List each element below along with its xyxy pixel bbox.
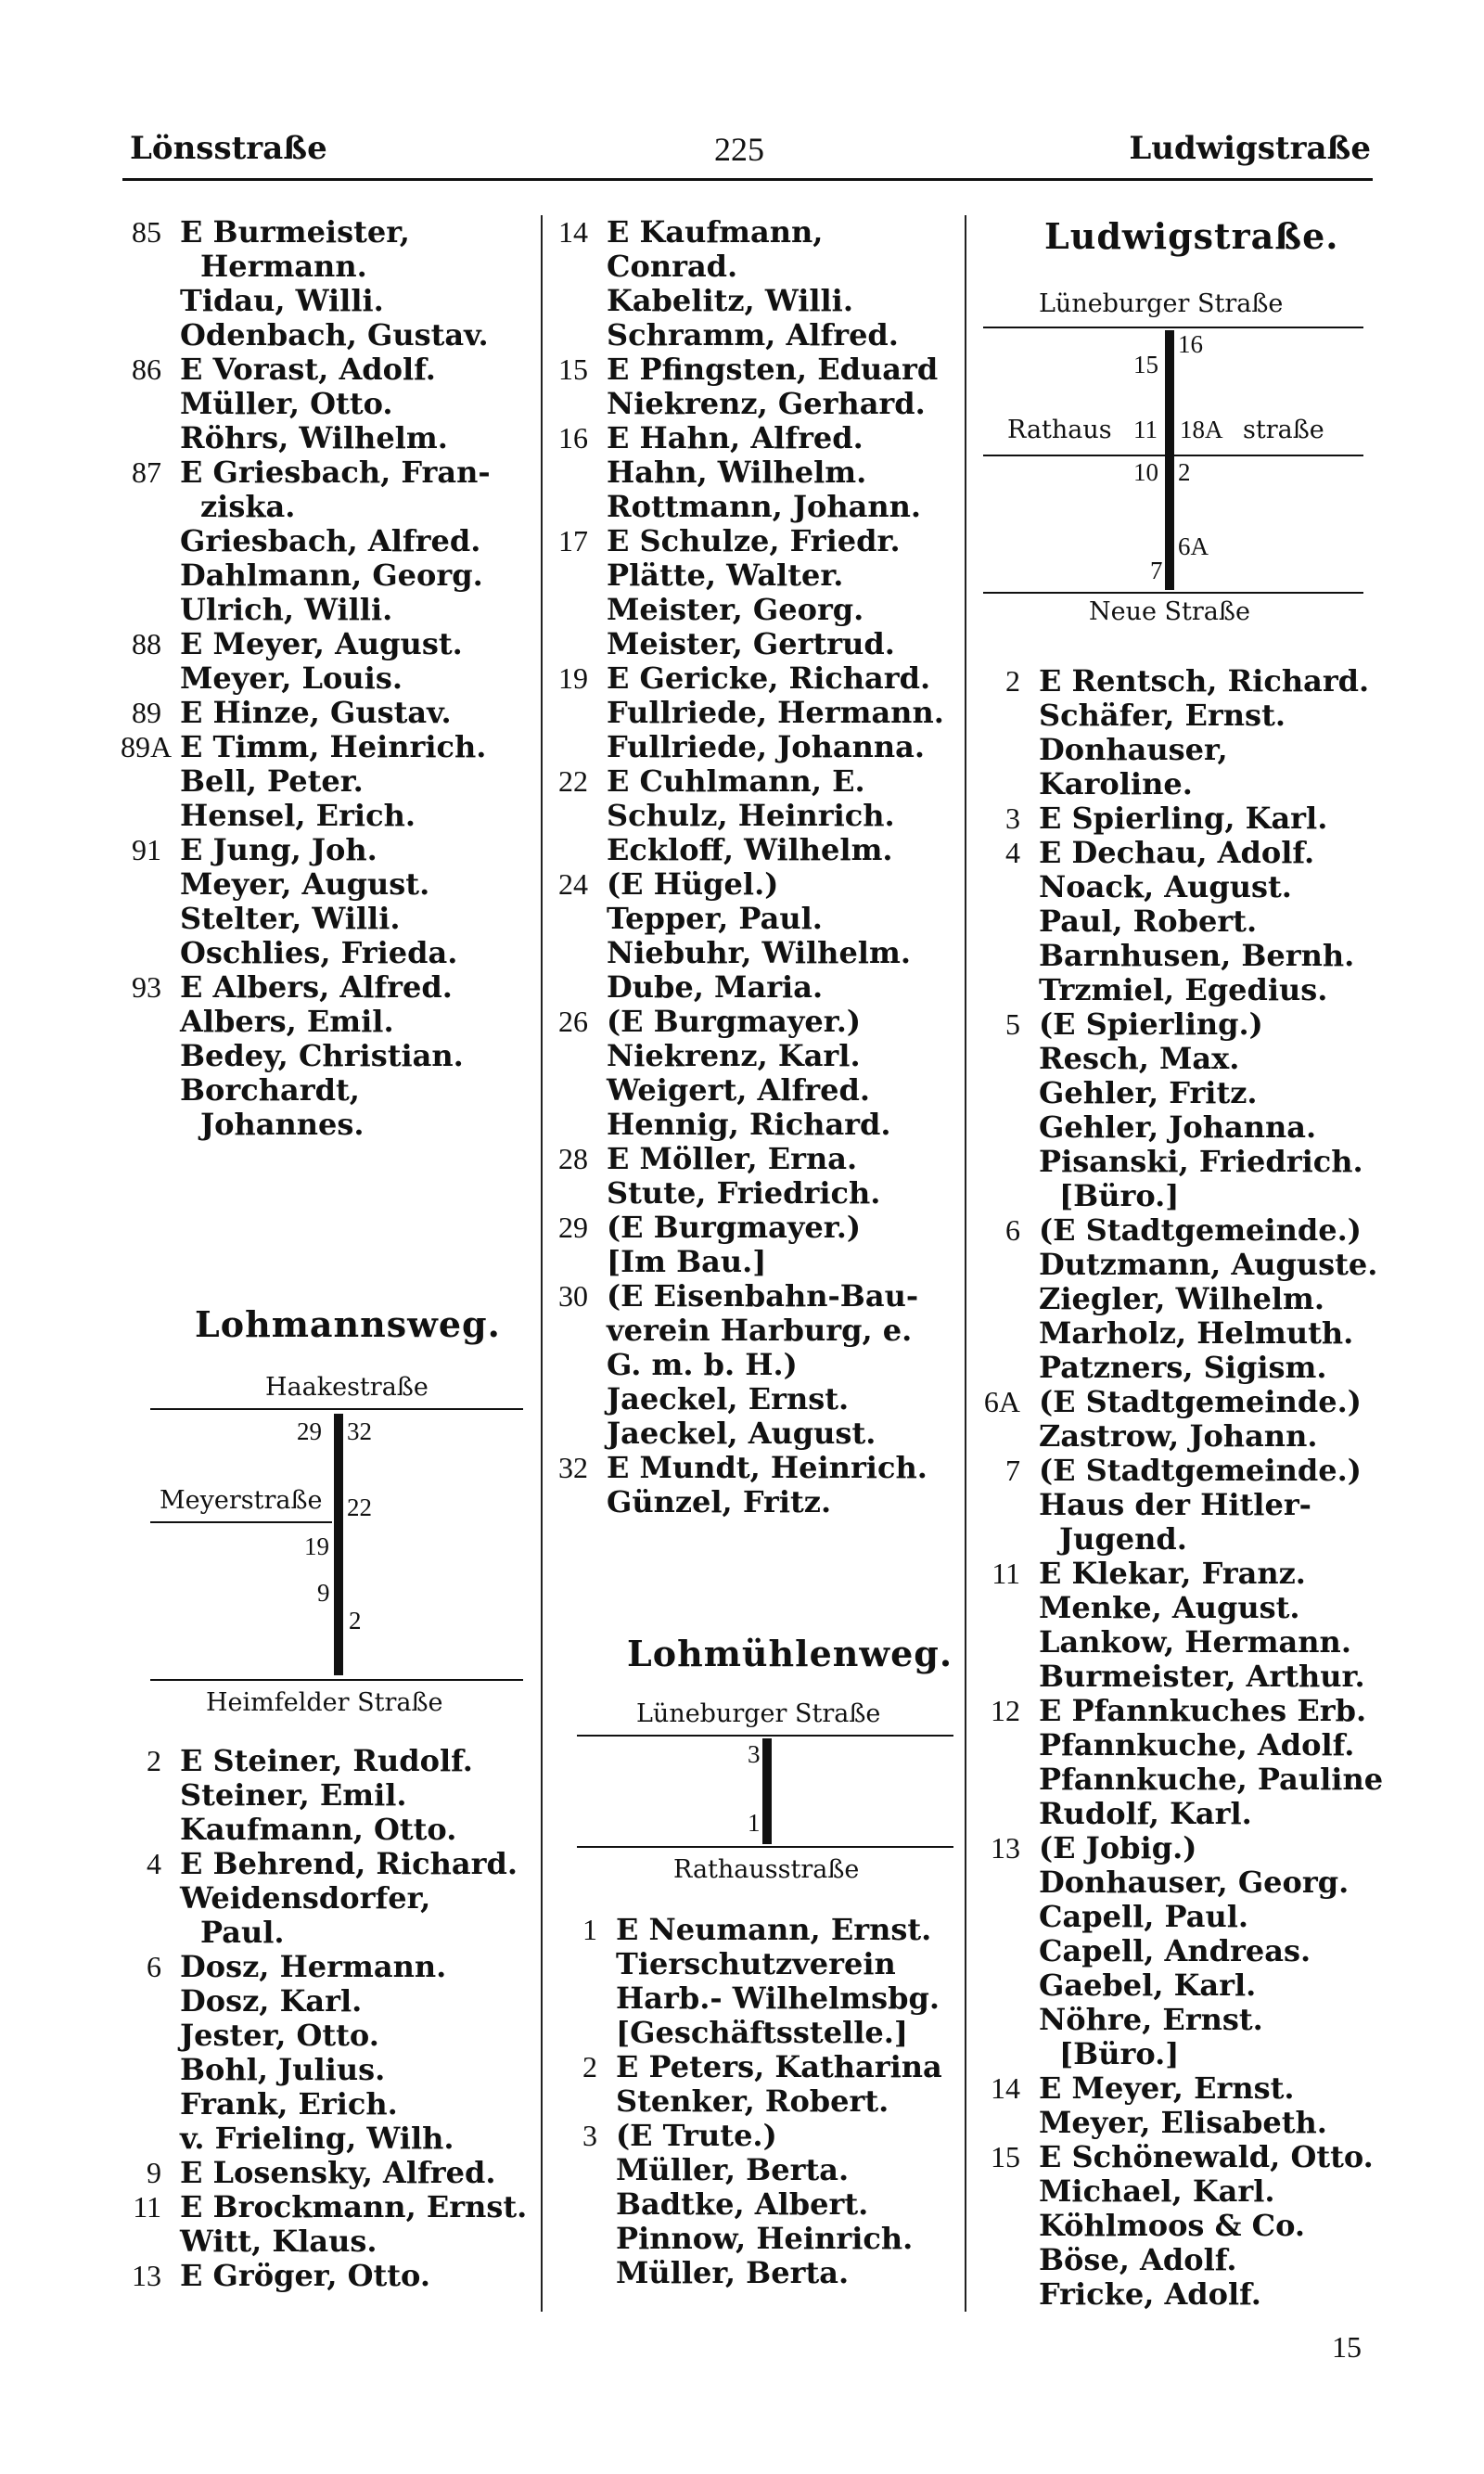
entry-text: E Pfingsten, Eduard [607,352,939,387]
house-number: 1 [582,1913,597,1946]
house-number: 11 [991,1557,1020,1590]
house-number: 16 [1178,330,1203,358]
entry-text: E Behrend, Richard. [180,1846,518,1881]
house-number: 1 [748,1809,761,1837]
directory-entry: Kabelitz, Willi. [607,283,853,318]
street-label-rathausstrasse: Rathausstraße [673,1855,860,1884]
directory-entry: Odenbach, Gustav. [180,317,489,353]
street-label-heimfelder: Heimfelder Straße [206,1688,443,1717]
section-title-lohmuehlenweg: Lohmühlenweg. [627,1633,953,1674]
entry-text: E Hahn, Alfred. [607,420,864,455]
directory-entry: Schäfer, Ernst. [1039,698,1286,733]
entry-text: E Hinze, Gustav. [180,695,452,730]
house-number: 5 [1005,1007,1020,1041]
directory-entry: Noack, August. [1039,869,1292,904]
street-label-lueneburger: Lüneburger Straße [636,1699,881,1728]
entry-text: E Meyer, August. [180,626,463,661]
house-number: 29 [297,1417,322,1445]
directory-entry: Meister, Gertrud. [607,626,895,661]
directory-entry: Michael, Karl. [1039,2173,1275,2209]
section-title-ludwigstrasse: Ludwigstraße. [1044,215,1339,257]
directory-entry [556,1913,965,1947]
directory-entry [979,664,1388,699]
directory-entry: Weigert, Alfred. [607,1072,870,1108]
house-number: 15 [1133,351,1158,378]
directory-entry [556,2050,965,2084]
directory-entry [121,970,529,1005]
entry-text: E Brockmann, Ernst. [180,2189,528,2224]
house-number: 2 [1178,458,1191,486]
directory-entry: Müller, Berta. [616,2255,850,2290]
directory-entry [979,1831,1388,1865]
directory-entry: [Im Bau.] [607,1244,767,1279]
entry-text: E Möller, Erna. [607,1141,858,1176]
street-line-left [150,1521,332,1523]
entry-text: (E Hügel.) [607,866,779,902]
house-number: 9 [317,1579,330,1607]
directory-entry [121,730,529,764]
house-number: 13 [991,1831,1020,1865]
directory-entry [547,764,960,799]
directory-entry: Patzners, Sigism. [1039,1350,1327,1385]
entry-text: E Cuhlmann, E. [607,763,865,799]
street-bar-ludwigstrasse [1165,330,1174,590]
entry-text: E Jung, Joh. [180,832,377,867]
directory-entry: Barnhusen, Bernh. [1039,938,1355,973]
directory-entry: Zastrow, Johann. [1039,1418,1318,1454]
street-bar-lohmuehlenweg [762,1738,772,1844]
directory-entry: Stute, Friedrich. [607,1175,881,1211]
directory-entry: Gaebel, Karl. [1039,1968,1257,2003]
directory-entry: Steiner, Emil. [180,1777,407,1813]
column-2-lohmuehlenweg-entries [556,1913,965,2290]
directory-entry [547,215,960,250]
directory-entry: verein Harburg, e. [607,1313,913,1348]
directory-entry [121,1950,529,1984]
directory-entry: Paul. [200,1915,285,1950]
entry-text: E Burmeister, [180,214,410,250]
entry-text: E Schulze, Friedr. [607,523,901,558]
directory-entry: Rottmann, Johann. [607,489,922,524]
directory-entry: G. m. b. H.) [607,1347,798,1382]
directory-entry: Niekrenz, Gerhard. [607,386,926,421]
directory-entry [121,215,529,250]
directory-entry [547,1279,960,1314]
column-rule-1 [541,215,543,2312]
house-number: 6 [1005,1213,1020,1247]
directory-entry: Trzmiel, Egedius. [1039,972,1328,1007]
directory-entry [547,524,960,558]
directory-entry: Böse, Adolf. [1039,2242,1237,2277]
house-number: 13 [132,2259,161,2292]
house-number: 7 [1150,557,1163,584]
street-line-bottom [577,1846,953,1848]
directory-entry: Stenker, Robert. [616,2083,889,2119]
house-number: 18A [1180,416,1223,443]
house-number: 3 [748,1740,761,1768]
directory-entry: Gehler, Johanna. [1039,1109,1317,1145]
directory-entry: Günzel, Fritz. [607,1484,832,1519]
house-number: 6A [1178,532,1209,560]
directory-entry [121,627,529,661]
directory-entry [547,1211,960,1245]
directory-entry [556,2119,965,2153]
running-head-left: Lönsstraße [130,130,327,167]
house-number: 2 [1005,664,1020,698]
house-number: 16 [558,421,588,455]
directory-entry: [Büro.] [1059,2036,1180,2071]
street-line-rathausstrasse [983,455,1363,456]
directory-entry: Müller, Otto. [180,386,393,421]
street-bar-lohmannsweg [334,1414,343,1675]
directory-entry: Ulrich, Willi. [180,592,393,627]
column-3-entries [979,664,1388,2312]
directory-entry: Ziegler, Wilhelm. [1039,1281,1325,1316]
house-number: 2 [147,1744,161,1777]
directory-entry: Donhauser, Karoline. [1039,732,1228,801]
house-number: 3 [1005,801,1020,835]
entry-text: (E Burgmayer.) [607,1004,861,1039]
entry-text: E Peters, Katharina [616,2049,942,2084]
directory-entry: Hennig, Richard. [607,1107,891,1142]
directory-entry [979,1694,1388,1728]
house-number: 2 [349,1607,362,1634]
house-number: 32 [347,1417,372,1445]
directory-entry [979,801,1388,836]
house-number: 14 [558,215,588,249]
street-line-bottom [983,592,1363,594]
directory-entry: Pfannkuche, Adolf. [1039,1727,1355,1763]
directory-entry: Köhlmoos & Co. [1039,2208,1305,2243]
directory-entry: Hahn, Wilhelm. [607,455,867,490]
directory-entry: Albers, Emil. [180,1004,394,1039]
header-rule [122,178,1373,181]
directory-entry [547,1005,960,1039]
column-rule-2 [965,215,966,2312]
entry-text: E Steiner, Rudolf. [180,1743,473,1778]
directory-entry [979,1213,1388,1248]
directory-entry: Stelter, Willi. [180,901,401,936]
directory-entry: Griesbach, Alfred. [180,523,481,558]
directory-entry: Pisanski, Friedrich. [1039,1144,1363,1179]
directory-entry [121,1744,529,1778]
directory-entry: ziska. [200,489,296,524]
house-number: 17 [558,524,588,558]
house-number: 32 [558,1451,588,1484]
house-number: 14 [991,2071,1020,2105]
house-number: 24 [558,867,588,901]
directory-entry: Meister, Georg. [607,592,864,627]
house-number: 3 [582,2119,597,2152]
entry-text: E Albers, Alfred. [180,969,453,1005]
directory-entry: Dube, Maria. [607,969,824,1005]
house-number: 11 [1133,416,1158,443]
directory-entry: Tidau, Willi. [180,283,384,318]
directory-entry: Schramm, Alfred. [607,317,899,353]
entry-text: (E Jobig.) [1039,1830,1197,1865]
directory-entry [121,455,529,490]
house-number: 30 [558,1279,588,1313]
directory-entry: Badtke, Albert. [616,2186,869,2222]
directory-entry: Haus der Hitler- [1039,1487,1311,1522]
entry-text: E Pfannkuches Erb. [1039,1693,1367,1728]
directory-entry: Pfannkuche, Pauline [1039,1762,1384,1797]
house-number: 22 [347,1493,372,1521]
house-number: 22 [558,764,588,798]
house-number: 19 [304,1532,329,1560]
street-label-rathaus: Rathaus [1007,416,1112,444]
street-line-top [150,1408,523,1410]
entry-text: E Klekar, Franz. [1039,1556,1306,1591]
entry-text: E Timm, Heinrich. [180,729,487,764]
house-number: 93 [132,970,161,1004]
entry-text: E Kaufmann, [607,214,824,250]
directory-entry: Capell, Andreas. [1039,1933,1311,1968]
house-number: 88 [132,627,161,660]
directory-entry: Tepper, Paul. [607,901,823,936]
entry-text: (E Stadtgemeinde.) [1039,1212,1362,1248]
street-line-bottom [150,1679,523,1681]
directory-entry: Witt, Klaus. [180,2224,377,2259]
street-label-strasse: straße [1243,416,1324,444]
directory-entry: Nöhre, Ernst. [1039,2002,1263,2037]
directory-entry: Bell, Peter. [180,763,364,799]
directory-entry [547,1142,960,1176]
house-number: 86 [132,353,161,386]
house-number: 12 [991,1694,1020,1727]
directory-entry: Kaufmann, Otto. [180,1812,457,1847]
house-number: 9 [147,2156,161,2189]
entry-text: E Meyer, Ernst. [1039,2070,1295,2106]
entry-text: E Mundt, Heinrich. [607,1450,928,1485]
directory-entry: Hensel, Erich. [180,798,416,833]
directory-entry [979,1557,1388,1591]
directory-entry: [Geschäftsstelle.] [616,2015,908,2050]
house-number: 4 [147,1847,161,1880]
directory-entry: Donhauser, Georg. [1039,1865,1350,1900]
entry-text: (E Spierling.) [1039,1006,1263,1042]
directory-entry: Jugend. [1059,1521,1187,1557]
directory-entry: Burmeister, Arthur. [1039,1659,1365,1694]
directory-entry: Jaeckel, Ernst. [607,1381,850,1416]
house-number: 28 [558,1142,588,1175]
directory-entry: Lankow, Hermann. [1039,1624,1351,1660]
entry-text: E Gröger, Otto. [180,2258,430,2293]
directory-entry [121,2190,529,2224]
entry-text: Dosz, Hermann. [180,1949,447,1984]
directory-entry [979,2071,1388,2106]
directory-entry: Plätte, Walter. [607,558,844,593]
street-label-meyerstrasse: Meyerstraße [160,1486,323,1515]
directory-entry [547,1451,960,1485]
directory-entry: Paul, Robert. [1039,904,1258,939]
directory-entry [121,353,529,387]
directory-entry: Niebuhr, Wilhelm. [607,935,911,970]
directory-entry: Dosz, Karl. [180,1983,363,2019]
directory-entry: Fricke, Adolf. [1039,2276,1261,2312]
entry-text: E Neumann, Ernst. [616,1912,932,1947]
house-number: 6A [983,1385,1020,1418]
house-number: 10 [1133,458,1158,486]
entry-text: E Spierling, Karl. [1039,801,1328,836]
directory-entry: Jaeckel, August. [607,1416,876,1451]
house-number: 15 [991,2140,1020,2173]
directory-entry: Schulz, Heinrich. [607,798,895,833]
directory-entry: Röhrs, Wilhelm. [180,420,448,455]
directory-entry: Tierschutzverein [616,1946,896,1981]
directory-entry: Gehler, Fritz. [1039,1075,1258,1110]
house-number: 89 [132,696,161,729]
directory-entry: [Büro.] [1059,1178,1180,1213]
entry-text: (E Burgmayer.) [607,1210,861,1245]
street-line-top [577,1735,953,1737]
street-line-top [983,327,1363,328]
directory-entry [979,836,1388,870]
directory-entry: Johannes. [200,1107,365,1142]
entry-text: E Schönewald, Otto. [1039,2139,1374,2174]
directory-entry: Bohl, Julius. [180,2052,386,2087]
running-head-right: Ludwigstraße [1129,130,1371,167]
directory-entry: v. Frieling, Wilh. [180,2121,454,2156]
house-number: 26 [558,1005,588,1038]
section-title-lohmannsweg: Lohmannsweg. [195,1303,501,1345]
directory-entry [979,1385,1388,1419]
house-number: 91 [132,833,161,866]
directory-entry: Meyer, Louis. [180,660,403,696]
directory-entry: Frank, Erich. [180,2086,398,2121]
directory-entry: Fullriede, Hermann. [607,695,944,730]
directory-entry: Hermann. [200,249,367,284]
street-label-haakestrasse: Haakestraße [265,1373,429,1402]
directory-entry [121,1847,529,1881]
entry-text: E Losensky, Alfred. [180,2155,496,2190]
directory-entry: Resch, Max. [1039,1041,1240,1076]
street-label-neue-strasse: Neue Straße [1089,597,1250,626]
directory-entry [547,867,960,902]
house-number: 29 [558,1211,588,1244]
house-number: 2 [582,2050,597,2083]
page-number: 225 [714,131,764,168]
directory-entry: Weidensdorfer, [180,1880,431,1916]
directory-entry: Oschlies, Frieda. [180,935,458,970]
directory-entry [121,833,529,867]
entry-text: E Rentsch, Richard. [1039,663,1370,699]
directory-entry: Meyer, Elisabeth. [1039,2105,1327,2140]
house-number: 6 [147,1950,161,1983]
directory-entry: Dutzmann, Auguste. [1039,1247,1378,1282]
column-2-entries [547,215,960,1519]
entry-text: E Gericke, Richard. [607,660,931,696]
directory-entry: Jester, Otto. [180,2018,379,2053]
directory-entry [547,353,960,387]
directory-entry [121,696,529,730]
column-1-entries [121,215,529,1142]
directory-entry: Capell, Paul. [1039,1899,1249,1934]
entry-text: (E Eisenbahn-Bau- [607,1278,919,1314]
house-number: 15 [558,353,588,386]
directory-entry [547,661,960,696]
directory-entry [979,1454,1388,1488]
house-number: 4 [1005,836,1020,869]
directory-entry [979,1007,1388,1042]
directory-entry [547,421,960,455]
entry-text: E Griesbach, Fran- [180,455,491,490]
directory-entry: Borchardt, [180,1072,360,1108]
directory-entry: Pinnow, Heinrich. [616,2221,914,2256]
directory-entry: Dahlmann, Georg. [180,558,483,593]
house-number: 87 [132,455,161,489]
directory-entry: Bedey, Christian. [180,1038,464,1073]
directory-entry: Fullriede, Johanna. [607,729,926,764]
directory-entry [979,2140,1388,2174]
signature-mark: 15 [1332,2330,1362,2364]
directory-entry: Conrad. [607,249,738,284]
directory-entry: Marholz, Helmuth. [1039,1315,1354,1351]
entry-text: (E Stadtgemeinde.) [1039,1384,1362,1419]
directory-entry [121,2156,529,2190]
house-number: 19 [558,661,588,695]
directory-entry: Meyer, August. [180,866,430,902]
entry-text: E Vorast, Adolf. [180,352,436,387]
entry-text: E Dechau, Adolf. [1039,835,1315,870]
street-label-lueneburger: Lüneburger Straße [1039,289,1284,318]
directory-entry: Rudolf, Karl. [1039,1796,1252,1831]
directory-entry: Niekrenz, Karl. [607,1038,861,1073]
column-1-lohmannsweg-entries [121,1744,529,2293]
house-number: 7 [1005,1454,1020,1487]
house-number: 11 [133,2190,161,2224]
directory-entry: Müller, Berta. [616,2152,850,2187]
directory-entry: Eckloff, Wilhelm. [607,832,893,867]
house-number: 85 [132,215,161,249]
directory-entry [121,2259,529,2293]
entry-text: (E Stadtgemeinde.) [1039,1453,1362,1488]
entry-text: (E Trute.) [616,2118,777,2153]
directory-entry: Harb.- Wilhelmsbg. [616,1980,940,2016]
house-number: 89A [121,730,173,763]
directory-entry: Menke, August. [1039,1590,1300,1625]
